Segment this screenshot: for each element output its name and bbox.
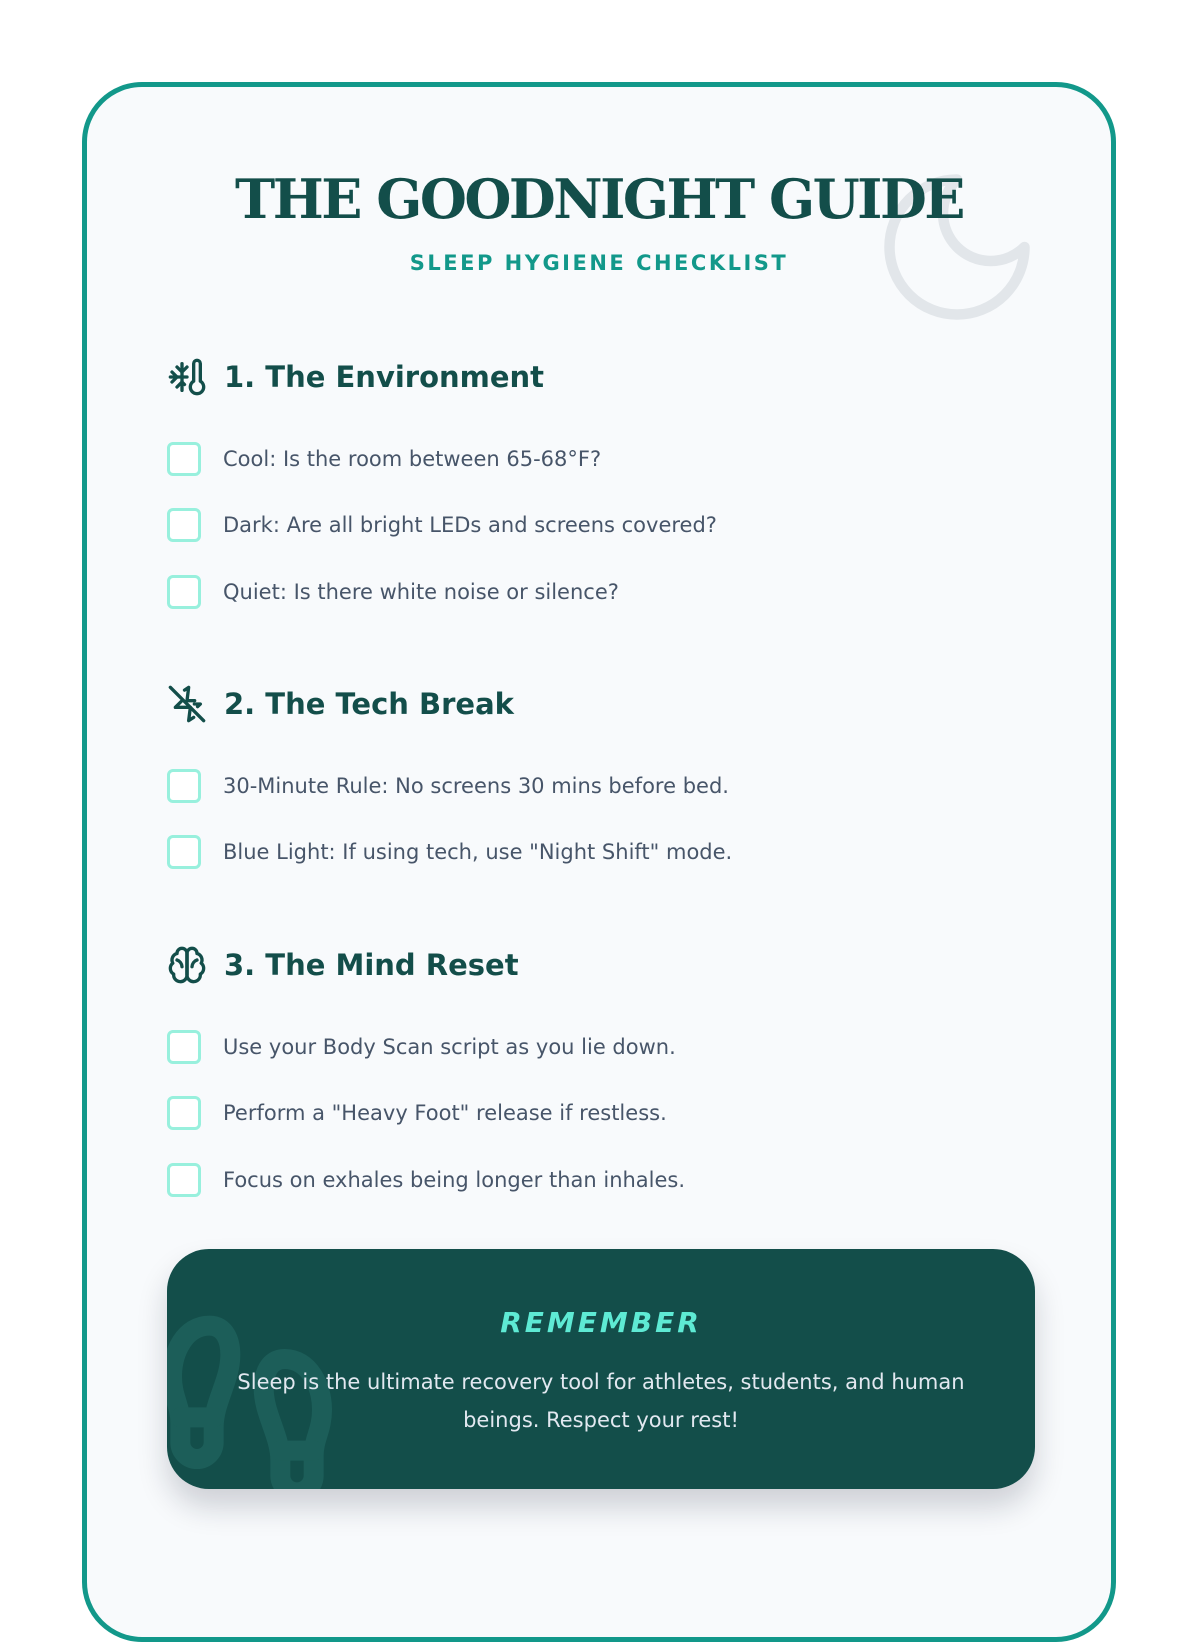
page-subtitle: SLEEP HYGIENE CHECKLIST [409, 251, 789, 275]
item-label: Cool: Is the room between 65-68°F? [223, 446, 602, 471]
item-label: Use your Body Scan script as you lie down. [223, 1034, 676, 1059]
item-checkbox[interactable] [167, 769, 201, 803]
remember-title: REMEMBER [500, 1306, 702, 1339]
zap-off-icon [167, 684, 207, 724]
item-checkbox[interactable] [167, 575, 201, 609]
checklist-item[interactable] [167, 439, 601, 479]
brain-icon [167, 945, 207, 985]
page-title: THE GOODNIGHT GUIDE [235, 167, 963, 231]
checklist-item[interactable] [167, 1093, 667, 1133]
section-tech-break-title: 2. The Tech Break [224, 686, 514, 721]
checklist-item[interactable] [167, 572, 619, 612]
checklist-item[interactable] [167, 1160, 685, 1200]
thermometer-snowflake-icon [167, 357, 207, 397]
section-environment-header [167, 357, 544, 397]
item-label: Dark: Are all bright LEDs and screens covered? [223, 512, 717, 537]
item-label: Quiet: Is there white noise or silence? [223, 579, 619, 604]
item-checkbox[interactable] [167, 442, 201, 476]
checklist-item[interactable] [167, 505, 717, 545]
item-label: Perform a "Heavy Foot" release if restless. [223, 1100, 667, 1125]
remember-text: Sleep is the ultimate recovery tool for athletes, students, and human beings. Respect your rest! [237, 1370, 965, 1432]
item-checkbox[interactable] [167, 508, 201, 542]
section-tech-break-header [167, 684, 514, 724]
item-label: 30-Minute Rule: No screens 30 mins before bed. [223, 773, 729, 798]
item-label: Focus on exhales being longer than inhales. [223, 1167, 686, 1192]
remember-callout [167, 1249, 1035, 1489]
item-checkbox[interactable] [167, 1096, 201, 1130]
item-checkbox[interactable] [167, 1030, 201, 1064]
checklist-item[interactable] [167, 832, 732, 872]
checklist-card [82, 82, 1116, 1642]
checklist-item[interactable] [167, 766, 729, 806]
item-checkbox[interactable] [167, 835, 201, 869]
checklist-item[interactable] [167, 1027, 676, 1067]
section-environment-title: 1. The Environment [224, 359, 545, 394]
item-label: Blue Light: If using tech, use "Night Shift" mode. [223, 839, 733, 864]
section-mind-reset-header [167, 945, 519, 985]
item-checkbox[interactable] [167, 1163, 201, 1197]
section-mind-reset-title: 3. The Mind Reset [224, 947, 519, 982]
